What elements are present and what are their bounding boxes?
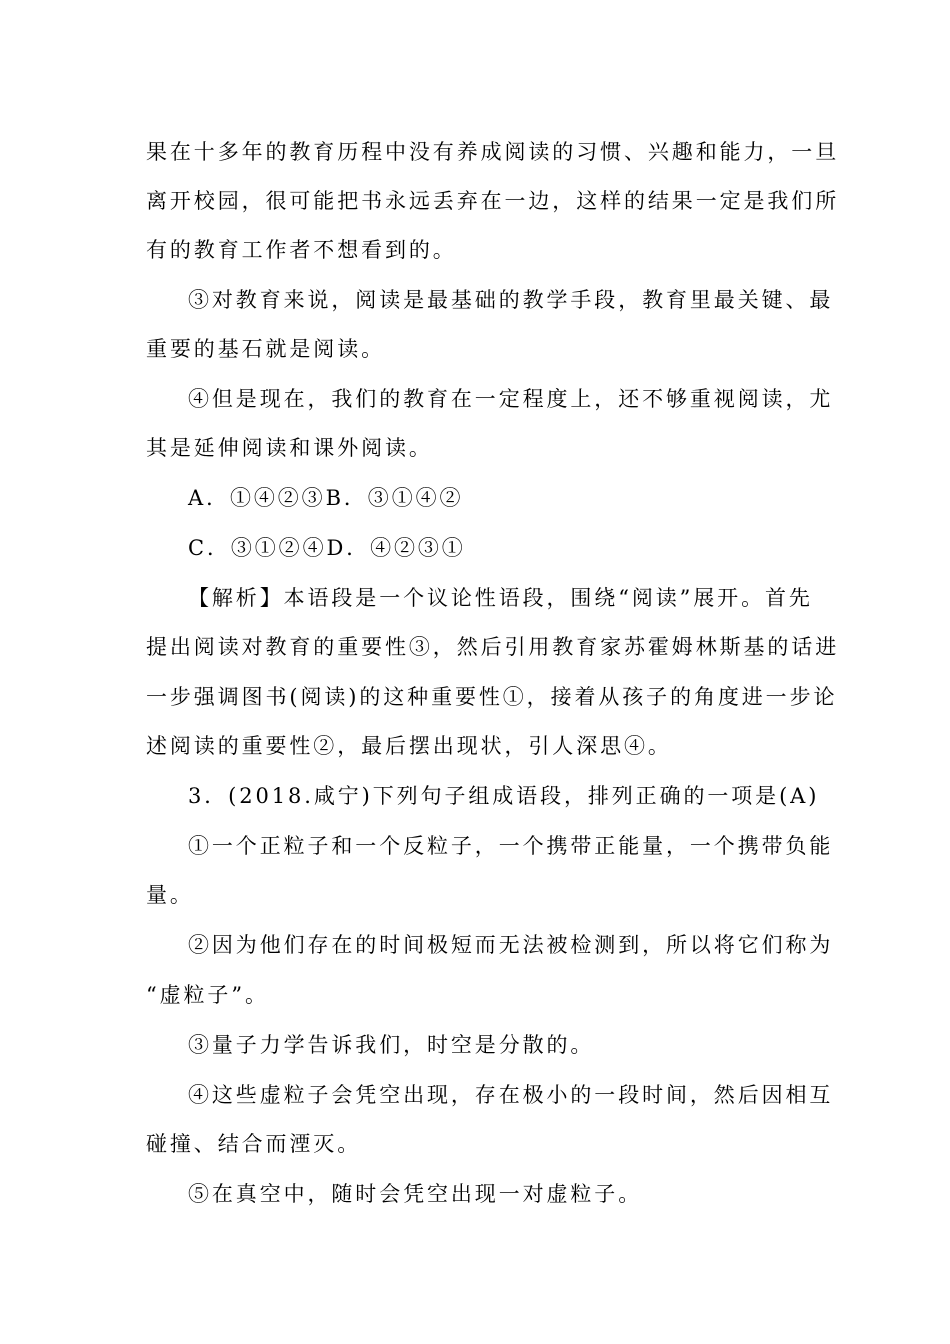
analysis-line: 一步强调图书(阅读)的这种重要性①，接着从孩子的角度进一步论 [146,685,838,709]
paragraph-line: 果在十多年的教育历程中没有养成阅读的习惯、兴趣和能力，一旦 [146,140,840,164]
paragraph-line: ①一个正粒子和一个反粒子，一个携带正能量，一个携带负能 [188,834,834,858]
paragraph-line: ②因为他们存在的时间极短而无法被检测到，所以将它们称为 [188,933,834,957]
paragraph-line: “虚粒子”。 [146,983,269,1007]
question-stem: 3．(2018.咸宁)下列句子组成语段，排列正确的一项是(A) [188,784,820,808]
paragraph-line: ③对教育来说，阅读是最基础的教学手段，教育里最关键、最 [188,288,834,312]
paragraph-line: 其是延伸阅读和课外阅读。 [146,436,433,460]
paragraph-line: ③量子力学告诉我们，时空是分散的。 [188,1033,595,1057]
paragraph-line: 重要的基石就是阅读。 [146,337,385,361]
analysis-line: 【解析】本语段是一个议论性语段，围绕“阅读”展开。首先 [188,586,813,610]
paragraph-line: ④这些虚粒子会凭空出现，存在极小的一段时间，然后因相互 [188,1083,834,1107]
paragraph-line: 碰撞、结合而湮灭。 [146,1132,362,1156]
answer-options-cd: C．③①②④D．④②③① [188,536,466,560]
analysis-line: 述阅读的重要性②，最后摆出现状，引人深思④。 [146,734,672,758]
paragraph-line: 量。 [146,883,194,907]
paragraph-line: 有的教育工作者不想看到的。 [146,238,457,262]
analysis-line: 提出阅读对教育的重要性③，然后引用教育家苏霍姆林斯基的话进 [146,635,840,659]
paragraph-line: ⑤在真空中，随时会凭空出现一对虚粒子。 [188,1182,643,1206]
answer-options-ab: A．①④②③B．③①④② [188,486,464,510]
paragraph-line: ④但是现在，我们的教育在一定程度上，还不够重视阅读，尤 [188,387,834,411]
paragraph-line: 离开校园，很可能把书永远丢弃在一边，这样的结果一定是我们所 [146,189,840,213]
